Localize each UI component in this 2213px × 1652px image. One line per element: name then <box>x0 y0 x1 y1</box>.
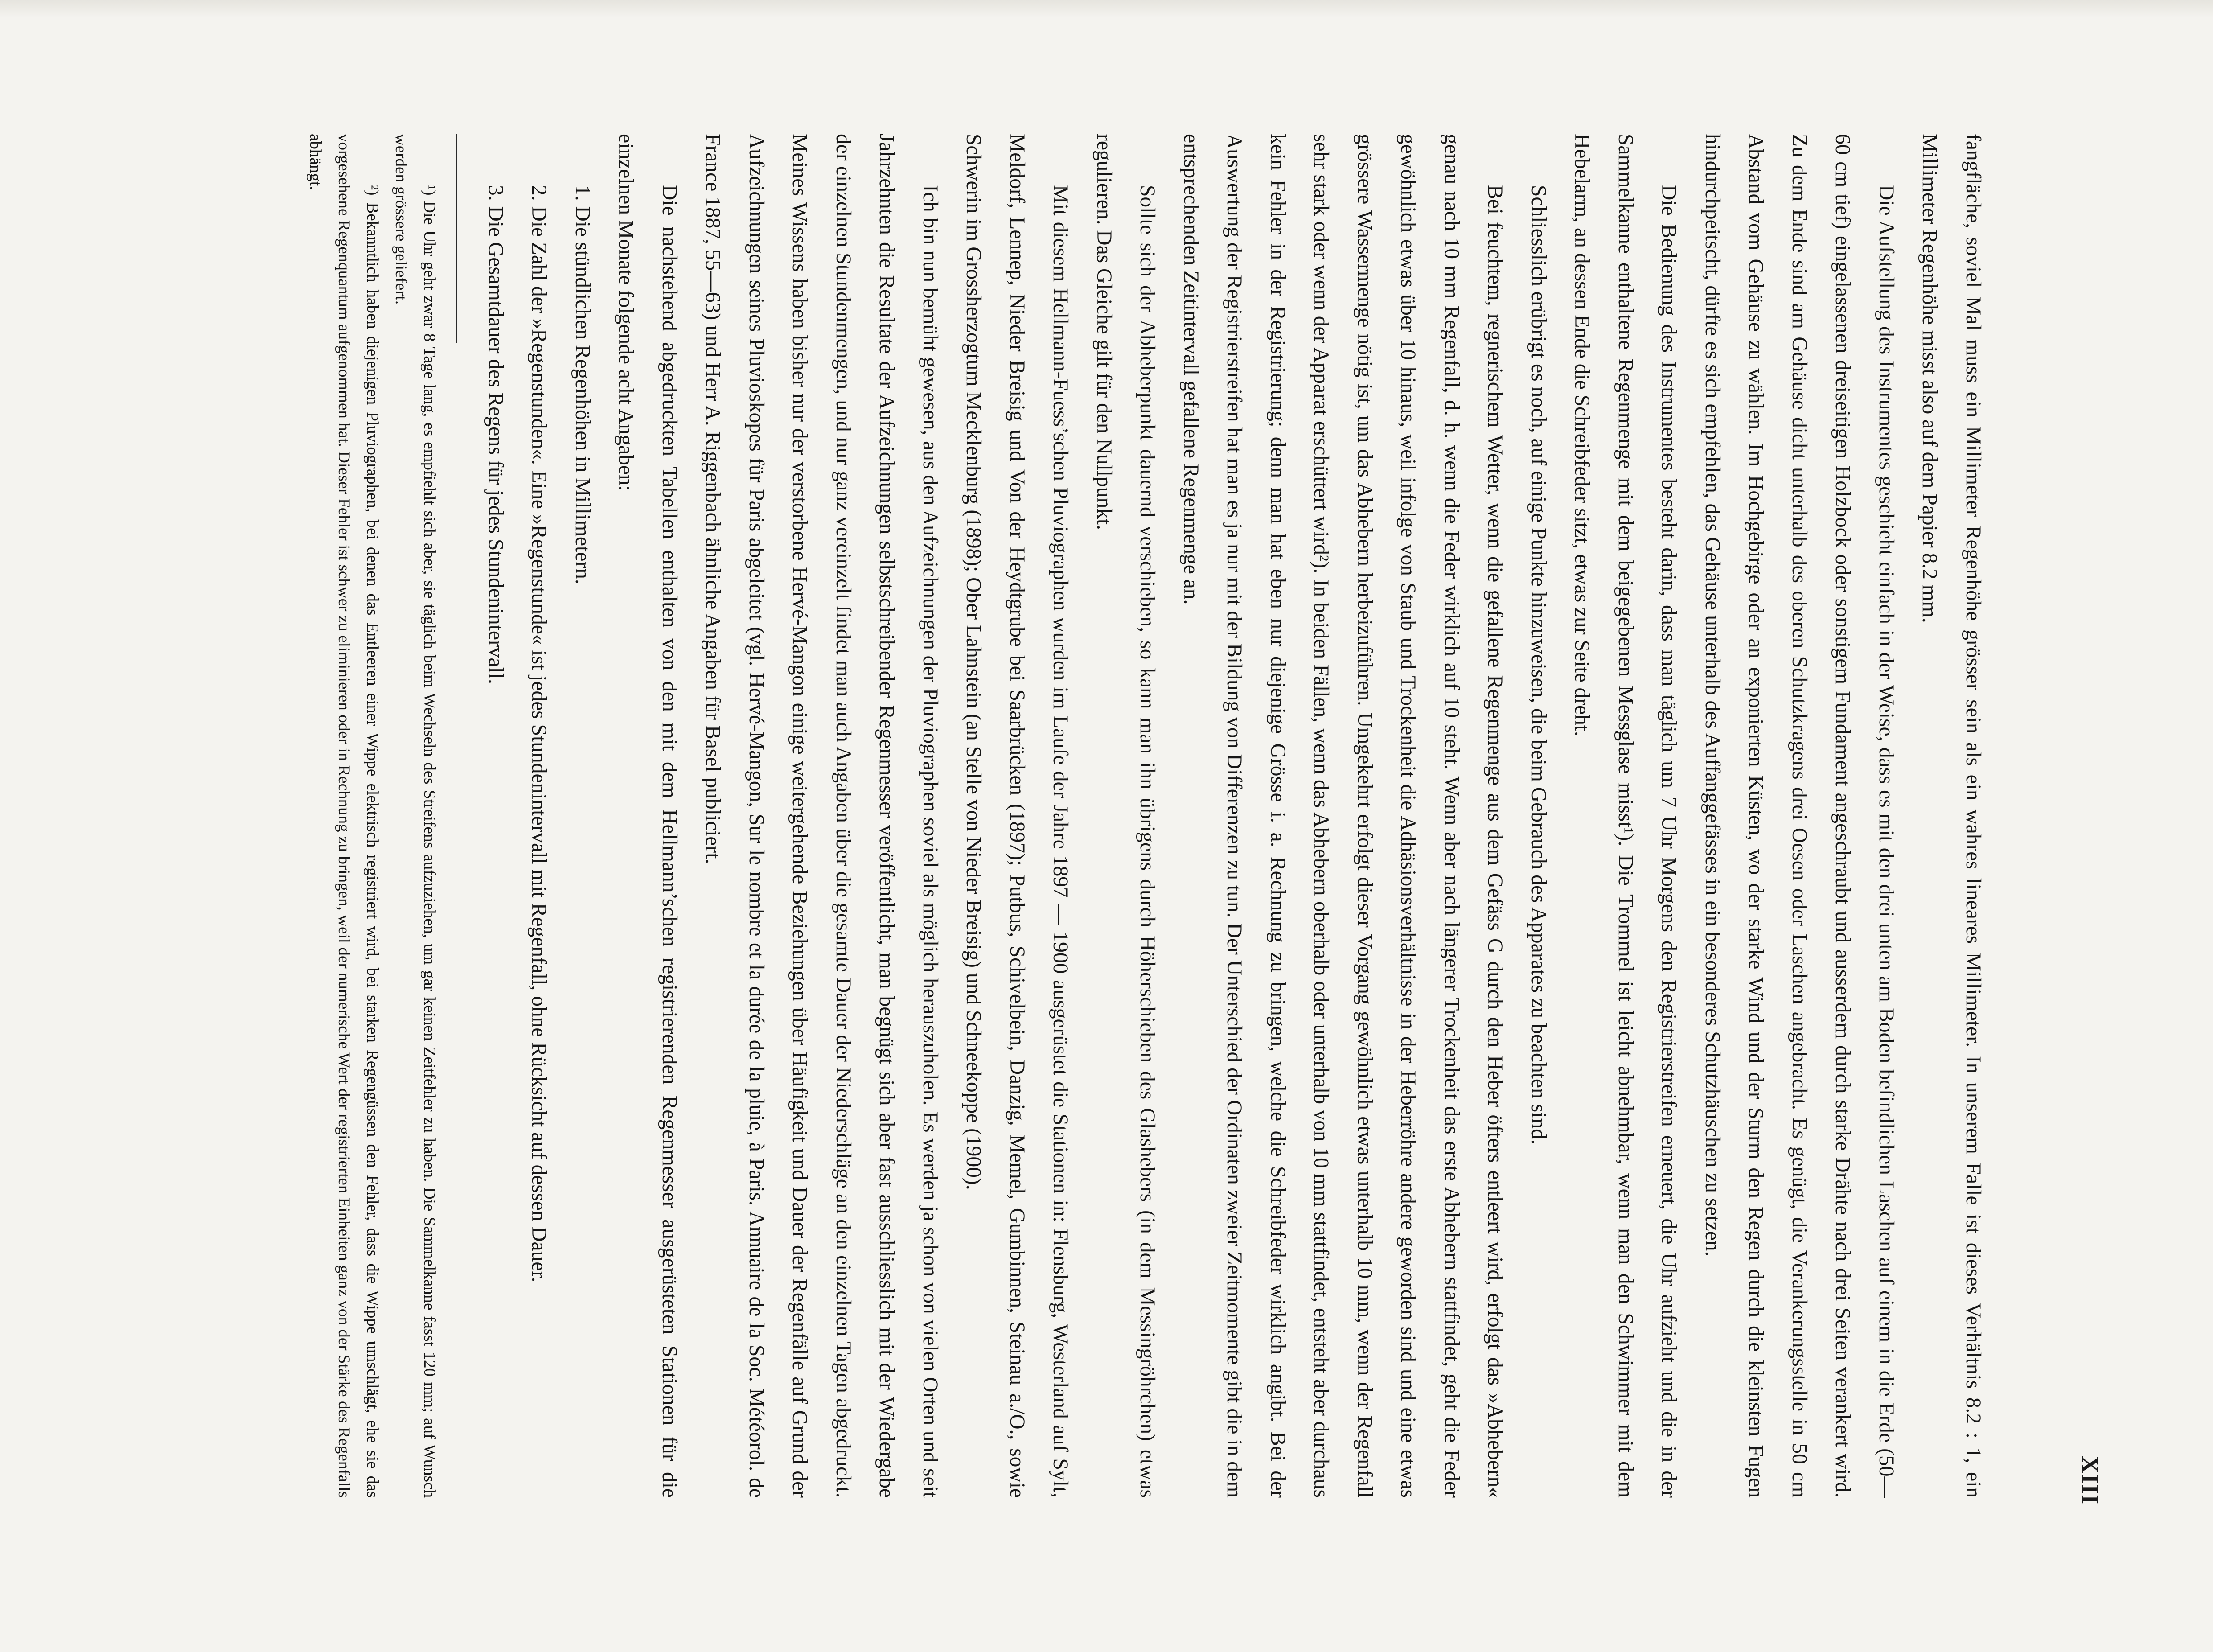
page-number: XIII <box>2077 1455 2103 1505</box>
list-item-2: 2. Die Zahl der »Regenstunden«. Eine »Regenstunde« ist jedes Stundenintervall mit Regenfall, ohne Rücksicht auf dessen Dauer. <box>527 185 551 1282</box>
body-text <box>301 134 1995 1498</box>
paragraph-ratio: fangfläche, soviel Mal muss ein Millimeter Regenhöhe grösser sein als ein wahres lineares Millimeter. In unserem Falle ist dieses Verhältnis 8.2 : 1, ein Millimeter Regenhöhe misst also auf dem Papier 8.2 mm. <box>1918 134 1985 1498</box>
footnote-divider <box>456 134 458 343</box>
footnotes <box>301 134 444 1498</box>
paragraph-aufstellung: Die Aufstellung des Instrumentes geschieht einfach in der Weise, dass es mit den drei unten am Boden befindlichen Laschen auf einem in die Erde (50—60 cm tief) eingelassenen dreiseitigen Holzbock oder sonstigem Fundament angeschraubt und ausserdem durch starke Drähte nach drei Seiten verankert wird. Zu dem Ende sind am Gehäuse dicht unterhalb des oberen Schutzkragens drei Oesen oder Laschen angebracht. Es genügt, die Verankerungsstelle in 50 cm Abstand vom Gehäuse zu wählen. Im Hochgebirge oder an exponierten Küsten, wo der starke Wind und der Sturm den Regen durch die kleinsten Fugen hindurchpeitscht, dürfte es sich empfehlen, das Gehäuse unterhalb des Auffanggefässes in ein besonderes Schutzhäuschen zu setzen. <box>1701 134 1898 1498</box>
footnote-1: ¹) Die Uhr geht zwar 8 Tage lang, es empfiehlt sich aber, sie täglich beim Wechseln des Streifens aufzuziehen, um gar keinen Zeitfehler zu haben. Die Sammelkanne fasst 120 mm; auf Wunsch werden grössere geliefert. <box>392 134 439 1498</box>
list-item-3: 3. Die Gesamtdauer des Regens für jedes Stundenintervall. <box>484 185 507 684</box>
paragraph-aufzeichnungen: Ich bin nun bemüht gewesen, aus den Aufzeichnungen der Pluviographen soviel als möglich herauszuholen. Es werden ja schon von vielen Orten und seit Jahrzehnten die Resultate der Aufzeichnungen selbstschreibender Regenmesser veröffentlicht, man begnügt sich aber fast ausschliesslich mit der Wiedergabe der einzelnen Stundenmengen, und nur ganz vereinzelt findet man auch Angaben über die gesamte Dauer der Niederschläge an den einzelnen Tagen abgedruckt. Meines Wissens haben bisher nur der verstorbene Hervé-Mangon einige weitergehende Beziehungen über Häufigkeit und Dauer der Regenfälle auf Grund der Aufzeichnungen seines Pluvioskopes für Paris abgeleitet (vgl. Hervé-Mangon, Sur le nombre et la durée de la pluie, à Paris. Annuaire de la Soc. Météorol. de France 1887, 55—63) und Herr A. Riggenbach ähnliche Angaben für Basel publiciert. <box>701 134 942 1498</box>
paragraph-stationen: Mit diesem Hellmann-Fuess’schen Pluviographen wurden im Laufe der Jahre 1897 — 1900 ausgerüstet die Stationen in: Flensburg, Westerland auf Sylt, Meldorf, Lennep, Nieder Breisig und Von der Heydtgrube bei Saarbrücken (1897); Putbus, Schivelbein, Danzig, Memel, Gumbinnen, Steinau a./O., sowie Schwerin im Grossherzogtum Mecklenburg (1898); Ober Lahnstein (an Stelle von Nieder Breisig) und Schneekoppe (1900). <box>962 134 1072 1498</box>
paragraph-feuchtem-wetter: Bei feuchtem, regnerischem Wetter, wenn die gefallene Regenmenge aus dem Gefäss G durch den Heber öfters entleert wird, erfolgt das »Abhebern« genau nach 10 mm Regenfall, d. h. wenn die Feder wirklich auf 10 steht. Wenn aber nach längerer Trockenheit das erste Abhebern stattfindet, geht die Feder gewöhnlich etwas über 10 hinaus, weil infolge von Staub und Trockenheit die Adhäsionsverhältnisse in der Heberröhre andere geworden sind und eine etwas grössere Wassermenge nötig ist, um das Abhebern herbeizuführen. Umgekehrt erfolgt dieser Vorgang gewöhnlich etwas unterhalb 10 mm, wenn der Regenfall sehr stark oder wenn der Apparat erschüttert wird²). In beiden Fällen, wenn das Abhebern oberhalb oder unterhalb von 10 mm stattfindet, entsteht aber durchaus kein Fehler in der Registrierung; denn man hat eben nur diejenige Grösse i. a. Rechnung zu bringen, welche die Schreibfeder wirklich angibt. Bei der Auswertung der Registrierstreifen hat man es ja nur mit der Bildung von Differenzen zu tun. Der Unterschied der Ordinaten zweier Zeitmomente gibt die in dem entsprechenden Zeitintervall gefallene Regenmenge an. <box>1179 134 1507 1498</box>
footnote-2: ²) Bekanntlich haben diejenigen Pluviographen, bei denen das Entleeren einer Wippe elektrisch registriert wird, bei starken Regengüssen den Fehler, dass die Wippe umschlägt, ehe sie das vorgesehene Regenquantum aufgenommen hat. Dieser Fehler ist schwer zu eliminieren oder in Rechnung zu bringen, weil der numerische Wert der registrierten Einheiten ganz von der Stärke des Regenfalls abhängt. <box>306 134 382 1498</box>
paragraph-bedienung: Die Bedienung des Instrumentes besteht darin, dass man täglich um 7 Uhr Morgens den Registrierstreifen erneuert, die Uhr aufzieht und die in der Sammelkanne enthaltene Regenmenge mit dem beigegebenen Messglase misst¹). Die Trommel ist leicht abnehmbar, wenn man den Schwimmer mit dem Hebelarm, an dessen Ende die Schreibfeder sitzt, etwas zur Seite dreht. <box>1570 134 1681 1498</box>
list-item-1: 1. Die stündlichen Regenhöhen in Millimetern. <box>571 185 594 584</box>
paragraph-abheberpunkt: Sollte sich der Abheberpunkt dauernd verschieben, so kann man ihn übrigens durch Höherschieben des Glashebers (in dem Messingröhrchen) etwas regulieren. Das Gleiche gilt für den Nullpunkt. <box>1092 134 1159 1498</box>
paragraph-tabellen: Die nachstehend abgedruckten Tabellen enthalten von den mit dem Hellmann’schen registrierenden Regenmesser ausgerüsteten Stationen für die einzelnen Monate folgende acht Angaben: <box>614 134 681 1498</box>
paragraph-schliesslich: Schliesslich erübrigt es noch, auf einige Punkte hinzuweisen, die beim Gebrauch des Apparates zu beachten sind. <box>1527 185 1550 1145</box>
